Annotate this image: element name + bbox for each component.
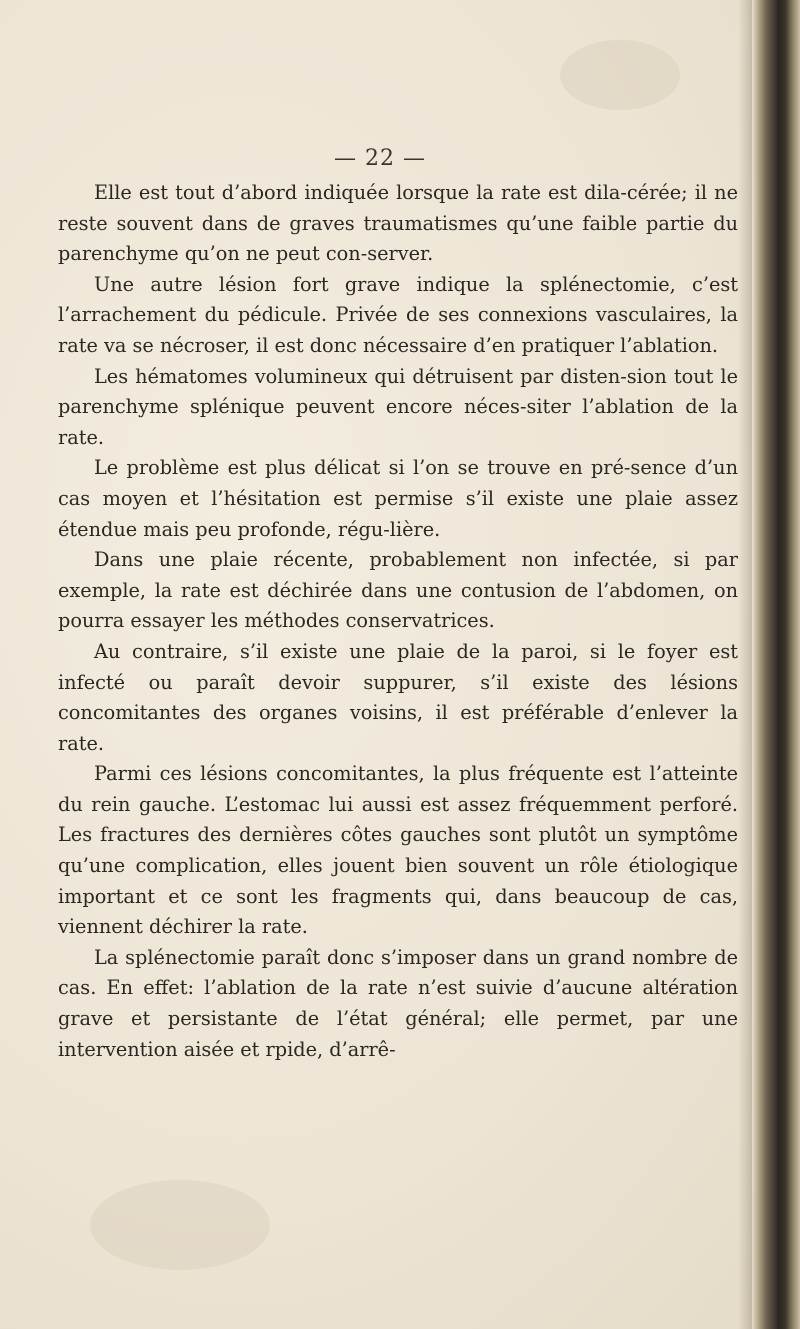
paragraph: Elle est tout d’abord indiquée lorsque la rate est dila-cérée; il ne reste souvent dans de graves traumatismes qu’une faible partie du parenchyme qu’on ne peut con-server.: [58, 181, 738, 266]
paragraph: Les hématomes volumineux qui détruisent par disten-sion tout le parenchyme splénique peuvent encore néces-siter l’ablation de la rate.: [58, 364, 738, 449]
paper-stain: [560, 40, 680, 110]
paragraph: Au contraire, s’il existe une plaie de la paroi, si le foyer est infecté ou paraît devoir suppurer, s’il existe des lésions concomitantes des organes voisins, il est préférable d’enlever la rate.: [58, 639, 738, 755]
binding-shadow: [738, 0, 752, 1329]
page-number: — 22 —: [334, 146, 426, 171]
paper-stain: [90, 1180, 270, 1270]
paragraph: La splénectomie paraît donc s’imposer dans un grand nombre de cas. En effet: l’ablation de la rate n’est suivie d’aucune altération grave et persistante de l’état général; elle permet, par une intervention aisée et rpide, d’arrê-: [58, 945, 738, 1061]
paragraph: Le problème est plus délicat si l’on se trouve en pré-sence d’un cas moyen et l’hésitation est permise s’il existe une plaie assez étendue mais peu profonde, régu-lière.: [58, 456, 738, 541]
paragraph: Une autre lésion fort grave indique la splénectomie, c’est l’arrachement du pédicule. Privée de ses connexions vasculaires, la rate va se nécroser, il est donc nécessaire d’en pratiquer l’ablation.: [58, 272, 738, 357]
paragraph: Dans une plaie récente, probablement non infectée, si par exemple, la rate est déchirée dans une contusion de l’abdomen, on pourra essayer les méthodes conservatrices.: [58, 548, 738, 633]
book-binding: [752, 0, 800, 1329]
body-text: [58, 178, 738, 1065]
paragraph: Parmi ces lésions concomitantes, la plus fréquente est l’atteinte du rein gauche. L’estomac lui aussi est assez fréquemment perforé. Les fractures des dernières côtes gauches sont plutôt un symptôme qu’une complication, elles jouent bien souvent un rôle étiologique important et ce sont les fragments qui, dans beaucoup de cas, viennent déchirer la rate.: [58, 762, 738, 939]
